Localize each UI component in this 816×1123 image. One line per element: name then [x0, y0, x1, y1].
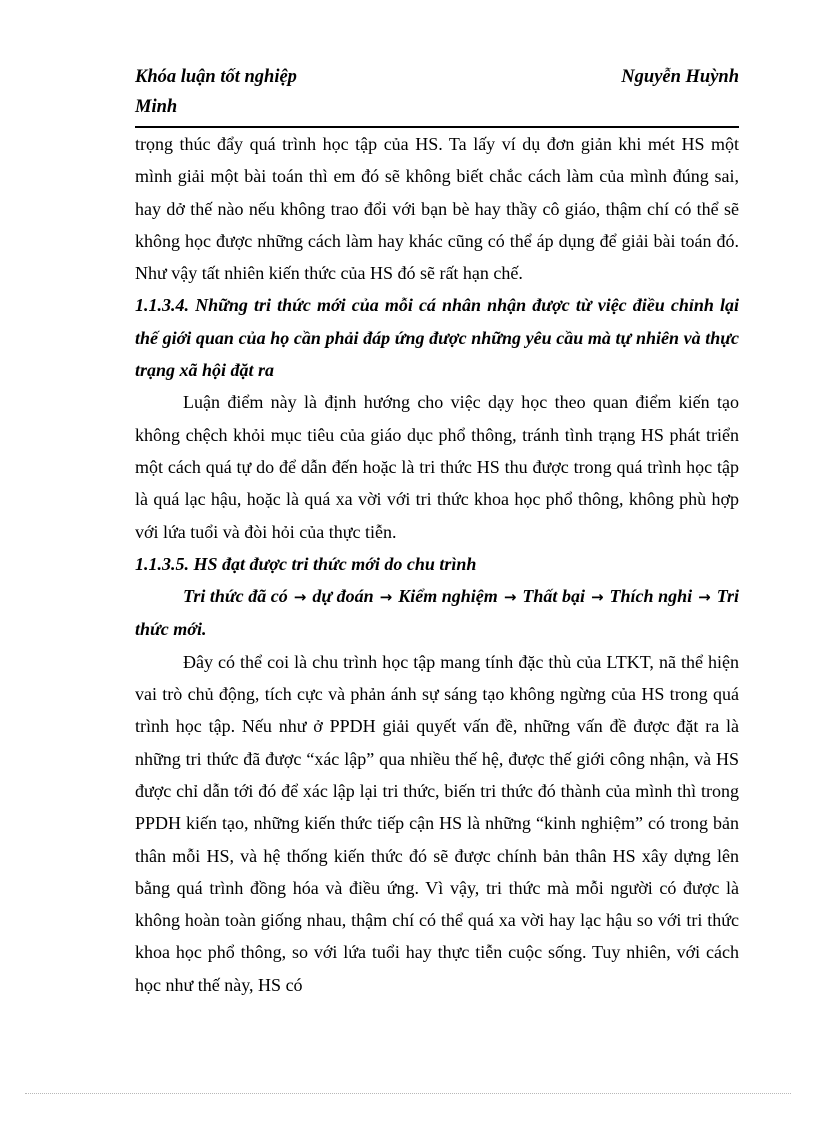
- arrow-right-icon: →: [590, 588, 604, 607]
- learning-cycle: [135, 580, 739, 646]
- page-header: [135, 62, 739, 126]
- arrow-right-icon: →: [379, 588, 393, 607]
- arrow-right-icon: →: [698, 588, 711, 607]
- arrow-right-icon: →: [503, 588, 517, 607]
- header-title: Khóa luận tốt nghiệp: [135, 67, 297, 87]
- cycle-step: Thất bại: [522, 586, 585, 607]
- cycle-step: Tri thức đã có: [183, 586, 288, 607]
- paragraph-2: Luận điểm này là định hướng cho việc dạy học theo quan điểm kiến tạo không chệch khỏi mục tiêu của giáo dục phổ thông, tránh tình trạng HS phát triển một cách quá tự do để dẫn đến hoặc là tri thức HS thu được trong quá trình học tập là quá lạc hậu, hoặc là quá xa vời với tri thức khoa học phổ thông, không phù hợp với lứa tuổi và đòi hỏi của thực tiễn.: [135, 392, 739, 542]
- cycle-step: Kiểm nghiệm: [398, 586, 498, 607]
- page-bottom-divider: [25, 1093, 791, 1094]
- document-page: [135, 62, 739, 1001]
- document-body: [135, 128, 739, 1001]
- cycle-step: Thích nghi: [609, 586, 693, 607]
- section-heading-1-1-3-4: 1.1.3.4. Những tri thức mới của mỗi cá nhân nhận được từ việc điều chỉnh lại thế giới quan của họ cần phải đáp ứng được những yêu cầu mà tự nhiên và thực trạng xã hội đặt ra: [135, 295, 739, 381]
- arrow-right-icon: →: [293, 588, 307, 607]
- header-author-continued: Minh: [135, 97, 178, 117]
- cycle-step: Tri thức mới.: [135, 586, 740, 640]
- cycle-step: dự đoán: [312, 586, 374, 607]
- header-author: Nguyễn Huỳnh: [621, 67, 739, 87]
- section-heading-1-1-3-5: 1.1.3.5. HS đạt được tri thức mới do chu trình: [135, 553, 477, 574]
- paragraph-3: Đây có thể coi là chu trình học tập mang tính đặc thù của LTKT, nã thể hiện vai trò chủ động, tích cực và phản ánh sự sáng tạo không ngừng của HS trong quá trình học tập. Nếu như ở PPDH giải quyết vấn đề, những vấn đề được đặt ra là những tri thức đã được “xác lập” qua nhiều thế hệ, được thế giới công nhận, và HS được chỉ dẫn tới đó để xác lập lại tri thức, biến tri thức đó thành của mình thì trong PPDH kiến tạo, những kiến thức tiếp cận HS là những “kinh nghiệm” có trong bản thân mỗi HS, và hệ thống kiến thức đó sẽ được chính bản thân HS xây dựng lên bằng quá trình đồng hóa và điều ứng. Vì vậy, tri thức mà mỗi người có được là không hoàn toàn giống nhau, thậm chí có thể quá xa vời hay lạc hậu so với tri thức khoa học phổ thông, so với lứa tuổi hay thực tiễn cuộc sống. Tuy nhiên, với cách học như thế này, HS có: [135, 651, 739, 995]
- paragraph-1: trọng thúc đẩy quá trình học tập của HS. Ta lấy ví dụ đơn giản khi mét HS một mình giải một bài toán thì em đó sẽ không biết chắc cách làm của mình đúng sai, hay dở thế nào nếu không trao đổi với bạn bè hay thầy cô giáo, thậm chí có thể sẽ không học được những cách làm hay khác cũng có thể áp dụng để giải bài toán đó. Như vậy tất nhiên kiến thức của HS đó sẽ rất hạn chế.: [135, 134, 739, 284]
